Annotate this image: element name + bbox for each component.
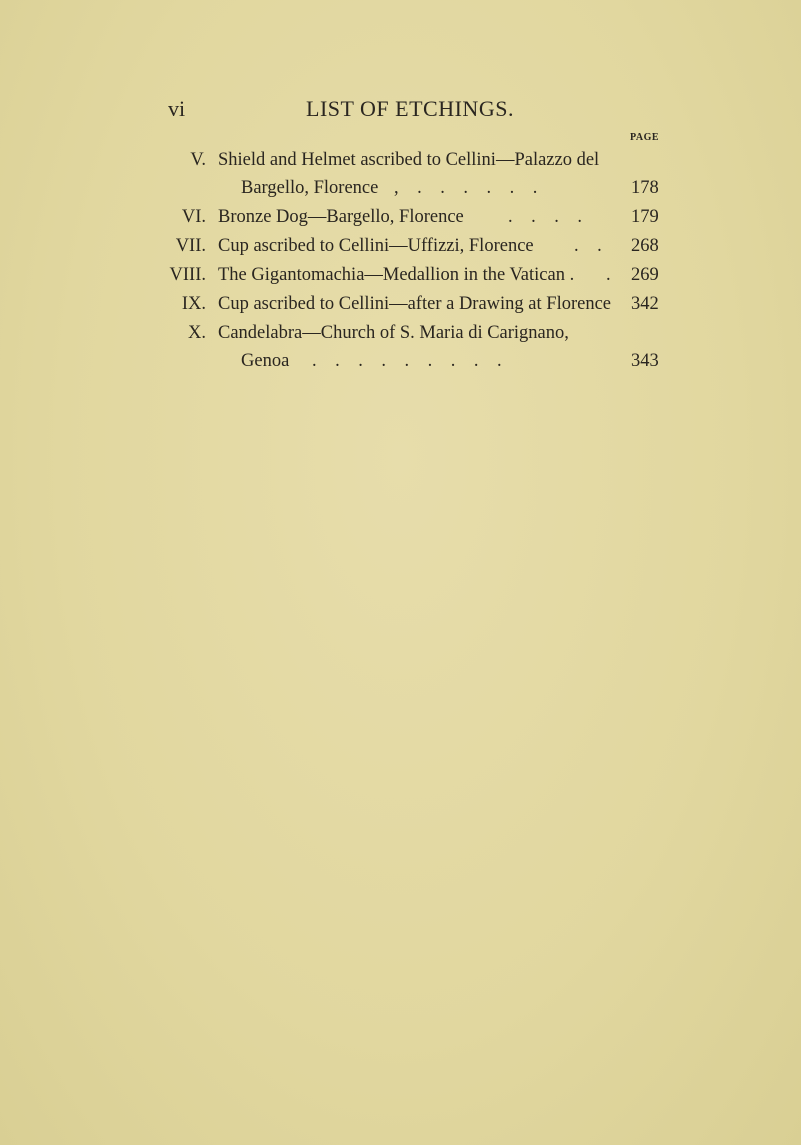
- page-header: [168, 96, 658, 136]
- entry-title: Bronze Dog—Bargello, Florence: [218, 207, 464, 227]
- entry-title-continued: Bargello, Florence: [241, 178, 379, 198]
- entry-numeral: V.: [190, 150, 206, 170]
- dot-leader: .: [606, 265, 611, 285]
- dot-leader: . . . . . . . . .: [312, 351, 502, 371]
- dot-leader: . . . .: [508, 207, 582, 227]
- entry-page: 268: [631, 236, 659, 256]
- running-title: LIST OF ETCHINGS.: [306, 96, 514, 121]
- list-item-continuation: [0, 351, 801, 381]
- entry-page: 179: [631, 207, 659, 227]
- list-item: [0, 294, 801, 324]
- entry-title: The Gigantomachia—Medallion in the Vatican .: [218, 265, 575, 285]
- entry-page: 269: [631, 265, 659, 285]
- entry-numeral: VII.: [175, 236, 206, 256]
- dot-leader: , . . . . . .: [394, 178, 538, 198]
- entry-title: Shield and Helmet ascribed to Cellini—Palazzo del: [218, 150, 600, 170]
- list-item: [0, 265, 801, 295]
- page-number: vi: [168, 96, 186, 121]
- dot-leader: . .: [574, 236, 602, 256]
- list-item: [0, 150, 801, 180]
- list-item-continuation: [0, 178, 801, 208]
- list-item: [0, 236, 801, 266]
- entry-page: 343: [631, 351, 659, 371]
- entry-numeral: X.: [188, 323, 206, 343]
- entry-numeral: VI.: [181, 207, 206, 227]
- entry-numeral: VIII.: [169, 265, 206, 285]
- list-item: [0, 207, 801, 237]
- entry-title: Candelabra—Church of S. Maria di Carignano,: [218, 323, 569, 343]
- entry-page: 342: [631, 294, 659, 314]
- entry-title-continued: Genoa: [241, 351, 290, 371]
- page-column-label: PAGE: [630, 132, 660, 143]
- entry-numeral: IX.: [181, 294, 206, 314]
- entry-page: 178: [631, 178, 659, 198]
- entry-title: Cup ascribed to Cellini—Uffizzi, Florence: [218, 236, 534, 256]
- list-item: [0, 323, 801, 353]
- entry-title: Cup ascribed to Cellini—after a Drawing at Florence: [218, 294, 611, 314]
